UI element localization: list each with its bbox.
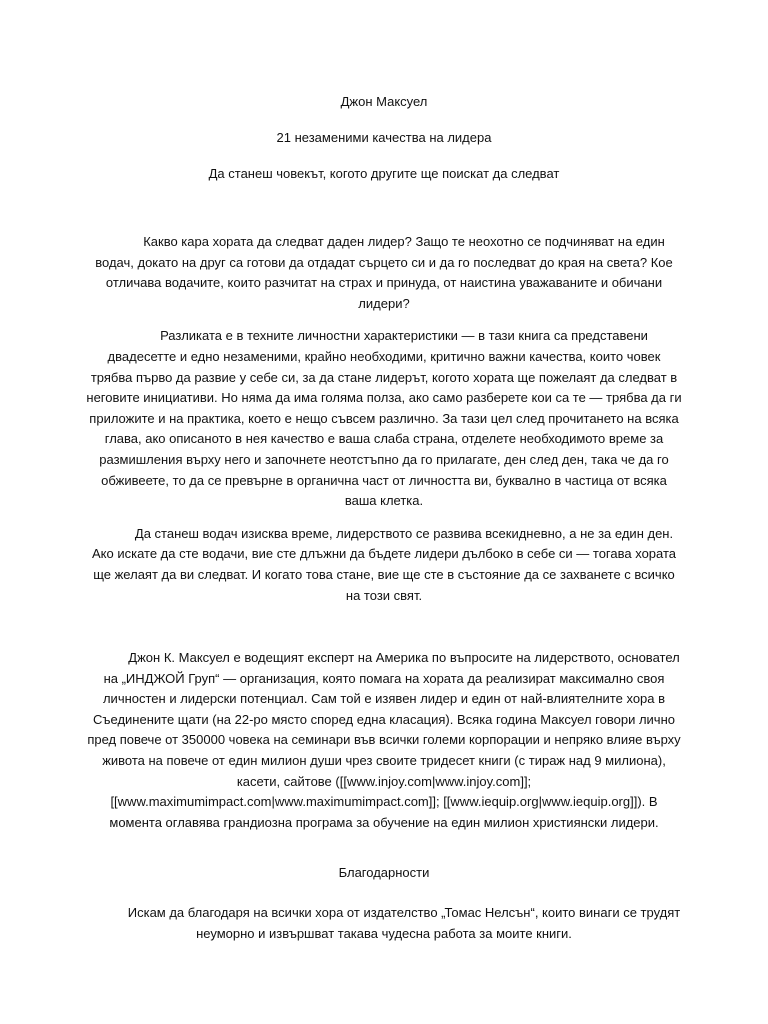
author-name: Джон Максуел [340, 94, 428, 109]
book-title: 21 незаменими качества на лидера [276, 130, 492, 145]
book-tagline: Да станеш човекът, когото другите ще поискат да следват [208, 166, 560, 181]
qualities-paragraph: Разликата е в техните личностни характеристики — в тази книга са представени двадесетте и едно незаменими, крайно необходими, критично важни качества, които човек трябва първо да развие у себе си, за да стане лидерът, когото хората ще пожелаят да следват в неговите инициативи. Но няма да има голяма полза, ако само разберете кои са те — трябва да ги приложите и на практика, което е нещо съвсем различно. За тази цел след прочитането на всяка глава, ако описаното в нея качество е ваша слаба страна, отделете необходимото време за размишления върху него и започнете неотстъпно да го прилагате, ден след ден, така че да го обживеете, то да се превърне в органична част от личността ви, буквално в частица от всяка ваша клетка. [86, 328, 682, 509]
author-bio-paragraph: Джон К. Максуел е водещият експерт на Америка по въпросите на лидерството, основател на „ИНДЖОЙ Груп“ — организация, която помага на хората да реализират максимално своя личностен и лидерски потенциал. Сам той е изявен лидер и един от най-влиятелните хора в Съединените щати (на 22-ро място според една класация). Всяка година Максуел говори лично пред повече от 350000 човека на семинари във всички големи корпорации и непряко влияе върху живота на повече от един милион души чрез своите тридесет книги (с тираж над 9 милиона), касети, сайтове ([[www.injoy.com|www.injoy.com]]; [[www.maximumimpact.com|www.maximumimpact.com]]; [[www.iequip.org|www.iequip.org]]). В момента оглавява грандиозна програма за обучение на един милион християнски лидери. [87, 650, 681, 830]
document-page [86, 92, 682, 957]
acknowledgements-heading: Благодарности [338, 865, 430, 881]
acknowledgements-paragraph: Искам да благодаря на всички хора от издателство „Томас Нелсън“, които винаги се трудят неуморно и извършват такава чудесна работа за моите книги. [127, 905, 681, 942]
leadership-paragraph: Да станеш водач изисква време, лидерството се развива всекидневно, а не за един ден. Ако искате да сте водачи, вие сте длъжни да бъдете лидери дълбоко в себе си — тогава хората ще желаят да ви следват. И когато това стане, вие ще сте в състояние да се захванете с всичко на този свят. [91, 525, 677, 603]
intro-paragraph: Какво кара хората да следват даден лидер? Защо те неохотно се подчиняват на един водач, докато на друг са готови да отдадат сърцето си и да го последват до края на света? Кое отличава водачите, които разчитат на страх и принуда, от наистина уважаваните и обичани лидери? [95, 234, 673, 311]
